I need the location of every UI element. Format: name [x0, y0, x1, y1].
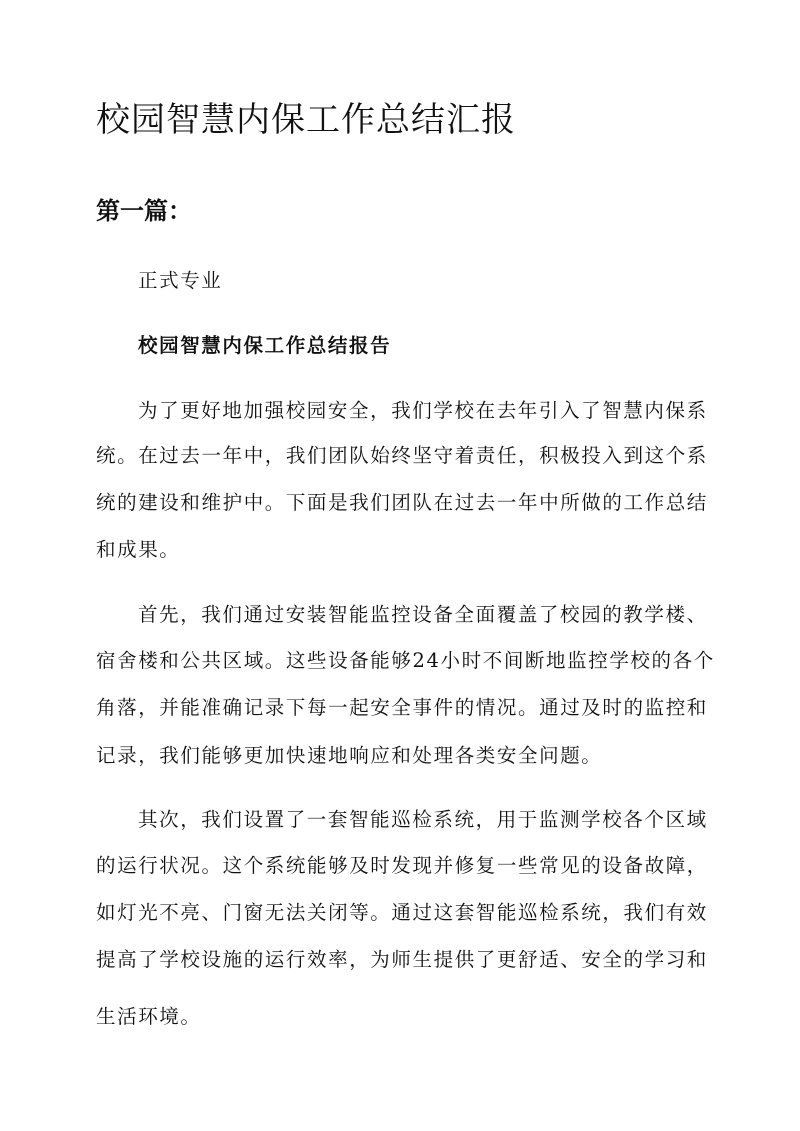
paragraph-2-line-2: 宿舍楼和公共区域。这些设备能够24小时不间断地监控学校的各个 [96, 649, 715, 672]
paragraph-2-line-4: 记录，我们能够更加快速地响应和处理各类安全问题。 [96, 744, 603, 767]
paragraph-3-line-4: 提高了学校设施的运行效率，为师生提供了更舒适、安全的学习和 [96, 948, 708, 971]
paragraph-1-line-2: 统。在过去一年中，我们团队始终坚守着责任，积极投入到这个系 [96, 444, 708, 467]
paragraph-3-line-1: 其次，我们设置了一套智能巡检系统，用于监测学校各个区域 [138, 808, 708, 831]
paragraph-1-line-4: 和成果。 [96, 538, 181, 561]
paragraph-3-line-2: 的运行状况。这个系统能够及时发现并修复一些常见的设备故障， [96, 854, 708, 877]
paragraph-1-line-1: 为了更好地加强校园安全，我们学校在去年引入了智慧内保系 [138, 399, 708, 422]
paragraph-1-line-3: 统的建设和维护中。下面是我们团队在过去一年中所做的工作总结 [96, 491, 708, 514]
tagline: 正式专业 [138, 269, 223, 292]
paragraph-2-line-3: 角落，并能准确记录下每一起安全事件的情况。通过及时的监控和 [96, 696, 708, 719]
section-heading: 第一篇： [96, 196, 192, 225]
document-title: 校园智慧内保工作总结汇报 [96, 100, 516, 140]
paragraph-3-line-5: 生活环境。 [96, 1005, 202, 1028]
report-title: 校园智慧内保工作总结报告 [138, 334, 392, 357]
paragraph-2-line-1: 首先，我们通过安装智能监控设备全面覆盖了校园的教学楼、 [138, 603, 708, 626]
paragraph-3-line-3: 如灯光不亮、门窗无法关闭等。通过这套智能巡检系统，我们有效 [96, 901, 708, 924]
